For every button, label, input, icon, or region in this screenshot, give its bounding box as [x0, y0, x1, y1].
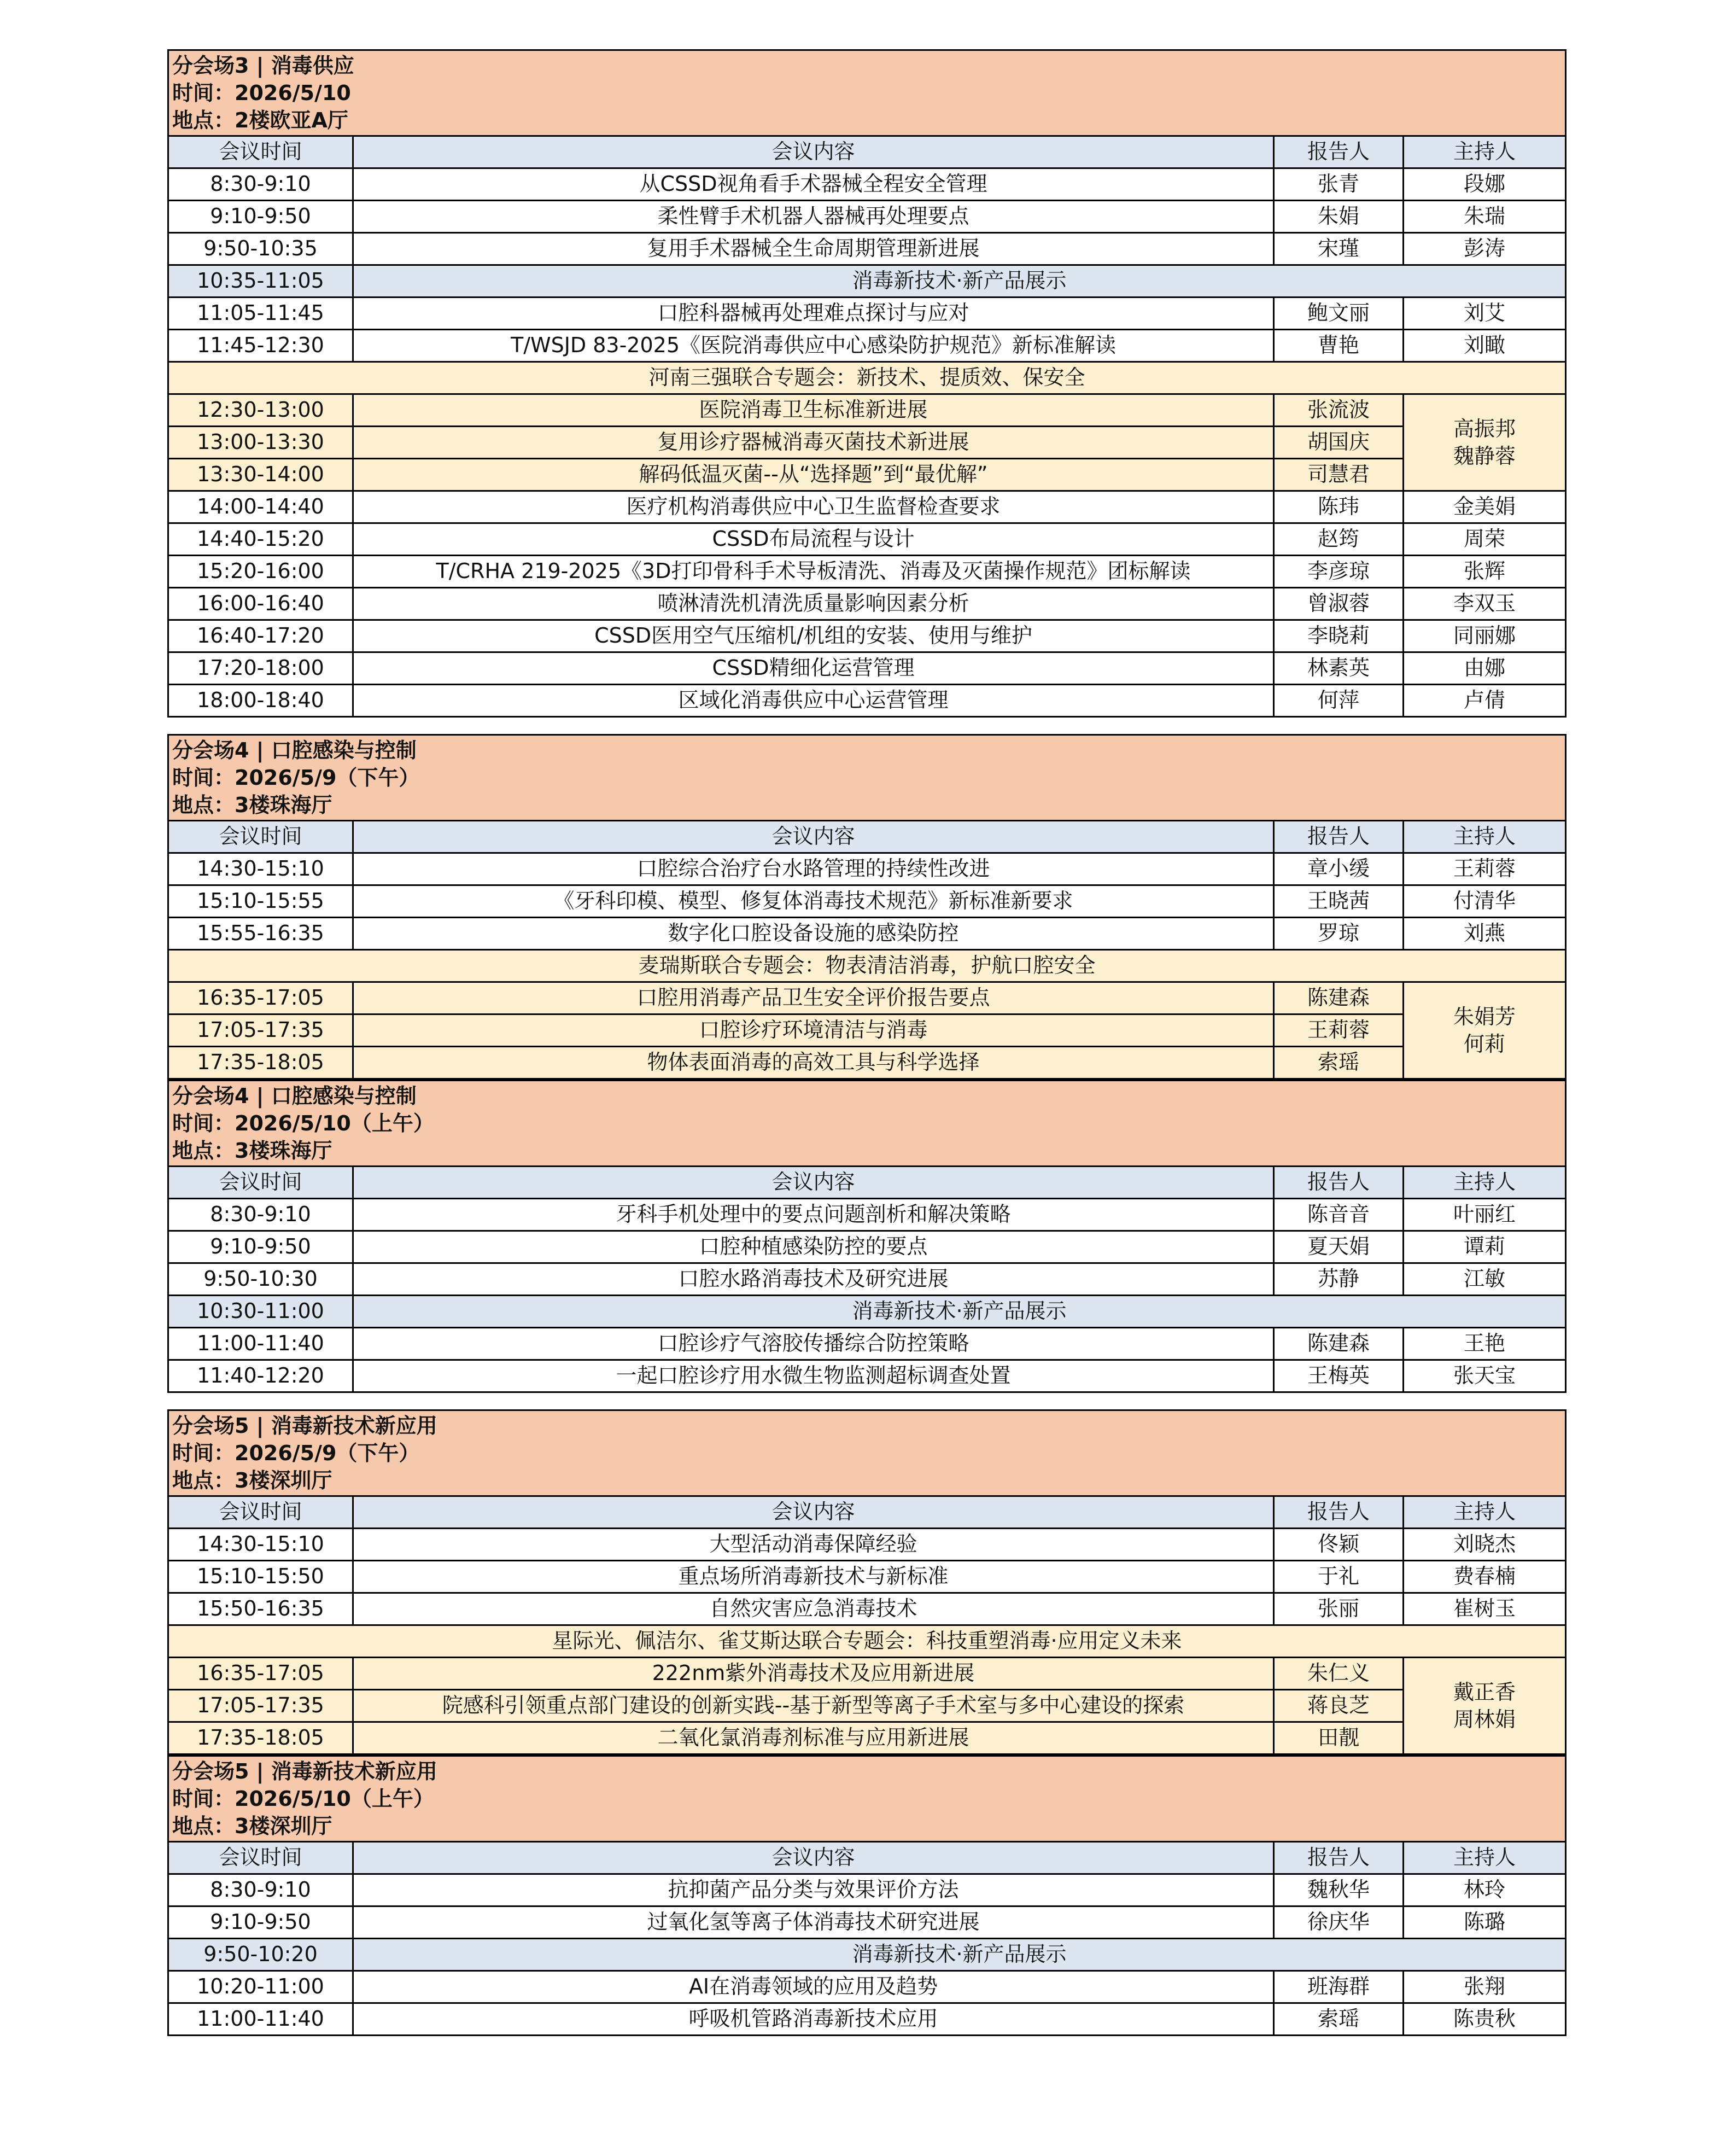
agenda-speaker: 王晓茜: [1274, 885, 1404, 918]
agenda-topic: 柔性臂手术机器人器械再处理要点: [353, 201, 1274, 233]
agenda-topic: 从CSSD视角看手术器械全程安全管理: [353, 168, 1274, 201]
host-name: 魏静蓉: [1453, 444, 1516, 468]
agenda-topic: CSSD布局流程与设计: [353, 523, 1274, 556]
agenda-topic: 二氧化氯消毒剂标准与应用新进展: [353, 1722, 1274, 1754]
col-time-header: 会议时间: [168, 1842, 353, 1874]
agenda-speaker: 司慧君: [1274, 459, 1404, 491]
agenda-topic: 复用手术器械全生命周期管理新进展: [353, 233, 1274, 265]
session-block: [167, 734, 1565, 1080]
agenda-speaker: 陈音音: [1274, 1199, 1404, 1231]
agenda-host: 陈璐: [1404, 1906, 1566, 1939]
break-title: 消毒新技术·新产品展示: [353, 1939, 1566, 1971]
agenda-topic: 数字化口腔设备设施的感染防控: [353, 918, 1274, 950]
session-header-row: [168, 735, 1566, 821]
agenda-topic: 口腔诊疗环境清洁与消毒: [353, 1014, 1274, 1047]
column-header-row: [168, 1167, 1566, 1199]
session-venue: 地点：3楼珠海厅: [172, 793, 332, 817]
agenda-time: 18:00-18:40: [168, 685, 353, 717]
schedule: [167, 0, 1565, 2036]
agenda-row: [168, 298, 1566, 330]
col-host-header: 主持人: [1404, 1167, 1566, 1199]
agenda-speaker: 鲍文丽: [1274, 298, 1404, 330]
agenda-speaker: 陈玮: [1274, 491, 1404, 523]
agenda-row: [168, 330, 1566, 362]
agenda-time: 12:30-13:00: [168, 394, 353, 427]
agenda-time: 9:50-10:30: [168, 1263, 353, 1296]
session-header: [168, 50, 1566, 136]
agenda-speaker: 田靓: [1274, 1722, 1404, 1754]
agenda-row: [168, 685, 1566, 717]
agenda-host: 刘燕: [1404, 918, 1566, 950]
session-table: [167, 1080, 1567, 1393]
session-header-row: [168, 1756, 1566, 1842]
agenda-time: 16:35-17:05: [168, 1658, 353, 1690]
agenda-time: 8:30-9:10: [168, 1199, 353, 1231]
agenda-speaker: 佟颖: [1274, 1529, 1404, 1561]
agenda-topic: 解码低温灭菌--从“选择题”到“最优解”: [353, 459, 1274, 491]
agenda-topic: 口腔水路消毒技术及研究进展: [353, 1263, 1274, 1296]
col-content-header: 会议内容: [353, 1496, 1274, 1529]
session-header-row: [168, 50, 1566, 136]
agenda-row: [168, 491, 1566, 523]
col-time-header: 会议时间: [168, 821, 353, 853]
agenda-time: 15:20-16:00: [168, 556, 353, 588]
agenda-time: 9:10-9:50: [168, 1231, 353, 1263]
column-header-row: [168, 136, 1566, 168]
agenda-topic: 喷淋清洗机清洗质量影响因素分析: [353, 588, 1274, 620]
agenda-time: 11:45-12:30: [168, 330, 353, 362]
session-block: [167, 1409, 1565, 1755]
session-title: 分会场3 | 消毒供应: [172, 54, 354, 78]
col-speaker-header: 报告人: [1274, 1167, 1404, 1199]
agenda-topic: 抗抑菌产品分类与效果评价方法: [353, 1874, 1274, 1906]
agenda-host: 王艳: [1404, 1328, 1566, 1360]
agenda-topic: 一起口腔诊疗用水微生物监测超标调查处置: [353, 1360, 1274, 1392]
agenda-row: [168, 265, 1566, 298]
agenda-speaker: 王莉蓉: [1274, 1014, 1404, 1047]
agenda-topic: 物体表面消毒的高效工具与科学选择: [353, 1047, 1274, 1079]
agenda-time: 14:30-15:10: [168, 1529, 353, 1561]
agenda-host: 江敏: [1404, 1263, 1566, 1296]
agenda-speaker: 张青: [1274, 168, 1404, 201]
host-name: 周林娟: [1453, 1707, 1516, 1731]
agenda-speaker: 陈建森: [1274, 1328, 1404, 1360]
agenda-row: [168, 1722, 1566, 1754]
agenda-row: [168, 1625, 1566, 1658]
agenda-speaker: 于礼: [1274, 1561, 1404, 1593]
agenda-speaker: 班海群: [1274, 1971, 1404, 2003]
agenda-time: 10:35-11:05: [168, 265, 353, 298]
session-title: 分会场4 | 口腔感染与控制: [172, 1084, 417, 1108]
session-block: [167, 1755, 1565, 2036]
agenda-row: [168, 1906, 1566, 1939]
agenda-time: 14:00-14:40: [168, 491, 353, 523]
agenda-speaker: 张丽: [1274, 1593, 1404, 1625]
agenda-row: [168, 1296, 1566, 1328]
session-block: [167, 1080, 1565, 1393]
agenda-topic: 自然灾害应急消毒技术: [353, 1593, 1274, 1625]
session-table: [167, 49, 1567, 718]
agenda-row: [168, 394, 1566, 427]
agenda-row: [168, 620, 1566, 652]
host-name: 何莉: [1464, 1032, 1506, 1056]
agenda-host-shared: [1404, 394, 1566, 491]
break-title: 消毒新技术·新产品展示: [353, 265, 1566, 298]
agenda-host: 付清华: [1404, 885, 1566, 918]
agenda-time: 11:05-11:45: [168, 298, 353, 330]
agenda-time: 17:05-17:35: [168, 1014, 353, 1047]
agenda-topic: 222nm紫外消毒技术及应用新进展: [353, 1658, 1274, 1690]
agenda-topic: T/WSJD 83-2025《医院消毒供应中心感染防护规范》新标准解读: [353, 330, 1274, 362]
agenda-time: 9:10-9:50: [168, 201, 353, 233]
session-title: 分会场4 | 口腔感染与控制: [172, 738, 417, 762]
agenda-time: 11:00-11:40: [168, 2003, 353, 2036]
col-host-header: 主持人: [1404, 1496, 1566, 1529]
agenda-topic: 区域化消毒供应中心运营管理: [353, 685, 1274, 717]
agenda-row: [168, 233, 1566, 265]
agenda-time: 8:30-9:10: [168, 168, 353, 201]
agenda-host: 金美娟: [1404, 491, 1566, 523]
session-venue: 地点：3楼珠海厅: [172, 1139, 332, 1163]
agenda-row: [168, 1593, 1566, 1625]
session-date: 时间：2026/5/9（下午）: [172, 1441, 420, 1465]
agenda-time: 11:00-11:40: [168, 1328, 353, 1360]
col-content-header: 会议内容: [353, 136, 1274, 168]
agenda-topic: 《牙科印模、模型、修复体消毒技术规范》新标准新要求: [353, 885, 1274, 918]
agenda-topic: T/CRHA 219-2025《3D打印骨科手术导板清洗、消毒及灭菌操作规范》团标解读: [353, 556, 1274, 588]
agenda-host: 陈贵秋: [1404, 2003, 1566, 2036]
agenda-row: [168, 1690, 1566, 1722]
col-time-header: 会议时间: [168, 136, 353, 168]
session-header-row: [168, 1410, 1566, 1496]
col-speaker-header: 报告人: [1274, 1496, 1404, 1529]
agenda-row: [168, 1360, 1566, 1392]
agenda-time: 17:20-18:00: [168, 652, 353, 685]
session-block: [167, 49, 1565, 718]
agenda-speaker: 蒋良芝: [1274, 1690, 1404, 1722]
agenda-time: 13:00-13:30: [168, 427, 353, 459]
agenda-host: 林玲: [1404, 1874, 1566, 1906]
col-content-header: 会议内容: [353, 821, 1274, 853]
agenda-topic: 呼吸机管路消毒新技术应用: [353, 2003, 1274, 2036]
agenda-row: [168, 2003, 1566, 2036]
col-time-header: 会议时间: [168, 1167, 353, 1199]
agenda-host-shared: [1404, 982, 1566, 1079]
agenda-host: 王莉蓉: [1404, 853, 1566, 885]
agenda-row: [168, 918, 1566, 950]
agenda-topic: CSSD精细化运营管理: [353, 652, 1274, 685]
agenda-speaker: 王梅英: [1274, 1360, 1404, 1392]
agenda-host: 崔树玉: [1404, 1593, 1566, 1625]
session-title: 分会场5 | 消毒新技术新应用: [172, 1759, 437, 1783]
agenda-host: 周荣: [1404, 523, 1566, 556]
agenda-host: 刘艾: [1404, 298, 1566, 330]
host-name: 高振邦: [1453, 417, 1516, 441]
special-session-title: 河南三强联合专题会：新技术、提质效、保安全: [168, 362, 1566, 394]
session-header: [168, 1081, 1566, 1167]
agenda-topic: 牙科手机处理中的要点问题剖析和解决策略: [353, 1199, 1274, 1231]
agenda-time: 13:30-14:00: [168, 459, 353, 491]
agenda-topic: 医院消毒卫生标准新进展: [353, 394, 1274, 427]
session-title: 分会场5 | 消毒新技术新应用: [172, 1414, 437, 1438]
agenda-row: [168, 1014, 1566, 1047]
agenda-time: 15:55-16:35: [168, 918, 353, 950]
agenda-time: 16:35-17:05: [168, 982, 353, 1014]
session-venue: 地点：3楼深圳厅: [172, 1814, 332, 1838]
agenda-time: 8:30-9:10: [168, 1874, 353, 1906]
col-speaker-header: 报告人: [1274, 136, 1404, 168]
agenda-host: 同丽娜: [1404, 620, 1566, 652]
agenda-time: 17:35-18:05: [168, 1722, 353, 1754]
agenda-row: [168, 459, 1566, 491]
agenda-row: [168, 556, 1566, 588]
agenda-host: 叶丽红: [1404, 1199, 1566, 1231]
col-content-header: 会议内容: [353, 1842, 1274, 1874]
agenda-host: 张天宝: [1404, 1360, 1566, 1392]
agenda-row: [168, 1529, 1566, 1561]
agenda-time: 15:50-16:35: [168, 1593, 353, 1625]
col-host-header: 主持人: [1404, 821, 1566, 853]
column-header-row: [168, 1842, 1566, 1874]
break-title: 消毒新技术·新产品展示: [353, 1296, 1566, 1328]
agenda-topic: 过氧化氢等离子体消毒技术研究进展: [353, 1906, 1274, 1939]
agenda-row: [168, 885, 1566, 918]
agenda-topic: 复用诊疗器械消毒灭菌技术新进展: [353, 427, 1274, 459]
agenda-time: 9:10-9:50: [168, 1906, 353, 1939]
col-time-header: 会议时间: [168, 1496, 353, 1529]
agenda-time: 10:20-11:00: [168, 1971, 353, 2003]
agenda-row: [168, 1658, 1566, 1690]
agenda-time: 16:40-17:20: [168, 620, 353, 652]
col-content-header: 会议内容: [353, 1167, 1274, 1199]
agenda-speaker: 何萍: [1274, 685, 1404, 717]
agenda-speaker: 魏秋华: [1274, 1874, 1404, 1906]
agenda-topic: 口腔科器械再处理难点探讨与应对: [353, 298, 1274, 330]
agenda-topic: 院感科引领重点部门建设的创新实践--基于新型等离子手术室与多中心建设的探索: [353, 1690, 1274, 1722]
agenda-time: 9:50-10:20: [168, 1939, 353, 1971]
agenda-speaker: 宋瑾: [1274, 233, 1404, 265]
agenda-row: [168, 1874, 1566, 1906]
agenda-time: 14:30-15:10: [168, 853, 353, 885]
agenda-row: [168, 1939, 1566, 1971]
agenda-host: 彭涛: [1404, 233, 1566, 265]
agenda-speaker: 张流波: [1274, 394, 1404, 427]
special-session-title: 麦瑞斯联合专题会：物表清洁消毒，护航口腔安全: [168, 950, 1566, 982]
agenda-topic: 口腔诊疗气溶胶传播综合防控策略: [353, 1328, 1274, 1360]
agenda-topic: 重点场所消毒新技术与新标准: [353, 1561, 1274, 1593]
special-session-title: 星际光、佩洁尔、雀艾斯达联合专题会：科技重塑消毒·应用定义未来: [168, 1625, 1566, 1658]
agenda-topic: AI在消毒领域的应用及趋势: [353, 1971, 1274, 2003]
session-date: 时间：2026/5/9（下午）: [172, 766, 420, 790]
agenda-host: 李双玉: [1404, 588, 1566, 620]
agenda-topic: 口腔种植感染防控的要点: [353, 1231, 1274, 1263]
agenda-host: 谭莉: [1404, 1231, 1566, 1263]
agenda-host: 张翔: [1404, 1971, 1566, 2003]
agenda-row: [168, 853, 1566, 885]
agenda-row: [168, 982, 1566, 1014]
agenda-speaker: 李晓莉: [1274, 620, 1404, 652]
agenda-speaker: 朱仁义: [1274, 1658, 1404, 1690]
agenda-row: [168, 1971, 1566, 2003]
session-venue: 地点：2楼欧亚A厅: [172, 108, 348, 132]
session-header: [168, 735, 1566, 821]
agenda-speaker: 曾淑蓉: [1274, 588, 1404, 620]
host-name: 朱娟芳: [1453, 1005, 1516, 1029]
agenda-speaker: 索瑶: [1274, 1047, 1404, 1079]
agenda-time: 14:40-15:20: [168, 523, 353, 556]
column-header-row: [168, 821, 1566, 853]
agenda-time: 17:05-17:35: [168, 1690, 353, 1722]
session-header: [168, 1756, 1566, 1842]
agenda-speaker: 徐庆华: [1274, 1906, 1404, 1939]
agenda-time: 10:30-11:00: [168, 1296, 353, 1328]
agenda-row: [168, 950, 1566, 982]
agenda-host: 费春楠: [1404, 1561, 1566, 1593]
agenda-speaker: 林素英: [1274, 652, 1404, 685]
agenda-row: [168, 1199, 1566, 1231]
col-speaker-header: 报告人: [1274, 1842, 1404, 1874]
agenda-speaker: 夏天娟: [1274, 1231, 1404, 1263]
session-header-row: [168, 1081, 1566, 1167]
col-speaker-header: 报告人: [1274, 821, 1404, 853]
session-table: [167, 1409, 1567, 1755]
session-date: 时间：2026/5/10（上午）: [172, 1787, 434, 1811]
agenda-time: 17:35-18:05: [168, 1047, 353, 1079]
agenda-time: 15:10-15:50: [168, 1561, 353, 1593]
session-venue: 地点：3楼深圳厅: [172, 1468, 332, 1492]
agenda-speaker: 曹艳: [1274, 330, 1404, 362]
agenda-row: [168, 1561, 1566, 1593]
agenda-host-shared: [1404, 1658, 1566, 1754]
agenda-topic: 口腔用消毒产品卫生安全评价报告要点: [353, 982, 1274, 1014]
agenda-speaker: 章小缓: [1274, 853, 1404, 885]
agenda-row: [168, 1231, 1566, 1263]
agenda-topic: CSSD医用空气压缩机/机组的安装、使用与维护: [353, 620, 1274, 652]
agenda-row: [168, 1263, 1566, 1296]
agenda-speaker: 赵筠: [1274, 523, 1404, 556]
agenda-speaker: 李彦琼: [1274, 556, 1404, 588]
agenda-topic: 大型活动消毒保障经验: [353, 1529, 1274, 1561]
agenda-host: 段娜: [1404, 168, 1566, 201]
session-date: 时间：2026/5/10: [172, 81, 351, 105]
session-header: [168, 1410, 1566, 1496]
agenda-host: 卢倩: [1404, 685, 1566, 717]
agenda-host: 张辉: [1404, 556, 1566, 588]
col-host-header: 主持人: [1404, 136, 1566, 168]
agenda-host: 刘晓杰: [1404, 1529, 1566, 1561]
agenda-row: [168, 168, 1566, 201]
session-table: [167, 734, 1567, 1080]
agenda-row: [168, 1328, 1566, 1360]
agenda-row: [168, 427, 1566, 459]
agenda-host: 朱瑞: [1404, 201, 1566, 233]
agenda-speaker: 胡国庆: [1274, 427, 1404, 459]
session-date: 时间：2026/5/10（上午）: [172, 1111, 434, 1135]
agenda-row: [168, 1047, 1566, 1079]
agenda-time: 16:00-16:40: [168, 588, 353, 620]
agenda-host: 由娜: [1404, 652, 1566, 685]
column-header-row: [168, 1496, 1566, 1529]
agenda-row: [168, 201, 1566, 233]
agenda-speaker: 陈建森: [1274, 982, 1404, 1014]
agenda-speaker: 苏静: [1274, 1263, 1404, 1296]
host-name: 戴正香: [1453, 1680, 1516, 1704]
agenda-row: [168, 652, 1566, 685]
col-host-header: 主持人: [1404, 1842, 1566, 1874]
agenda-topic: 口腔综合治疗台水路管理的持续性改进: [353, 853, 1274, 885]
agenda-speaker: 索瑶: [1274, 2003, 1404, 2036]
agenda-speaker: 罗琼: [1274, 918, 1404, 950]
agenda-time: 9:50-10:35: [168, 233, 353, 265]
session-table: [167, 1755, 1567, 2036]
agenda-time: 15:10-15:55: [168, 885, 353, 918]
agenda-row: [168, 523, 1566, 556]
agenda-topic: 医疗机构消毒供应中心卫生监督检查要求: [353, 491, 1274, 523]
agenda-row: [168, 362, 1566, 394]
agenda-host: 刘瞰: [1404, 330, 1566, 362]
agenda-speaker: 朱娟: [1274, 201, 1404, 233]
agenda-row: [168, 588, 1566, 620]
agenda-time: 11:40-12:20: [168, 1360, 353, 1392]
